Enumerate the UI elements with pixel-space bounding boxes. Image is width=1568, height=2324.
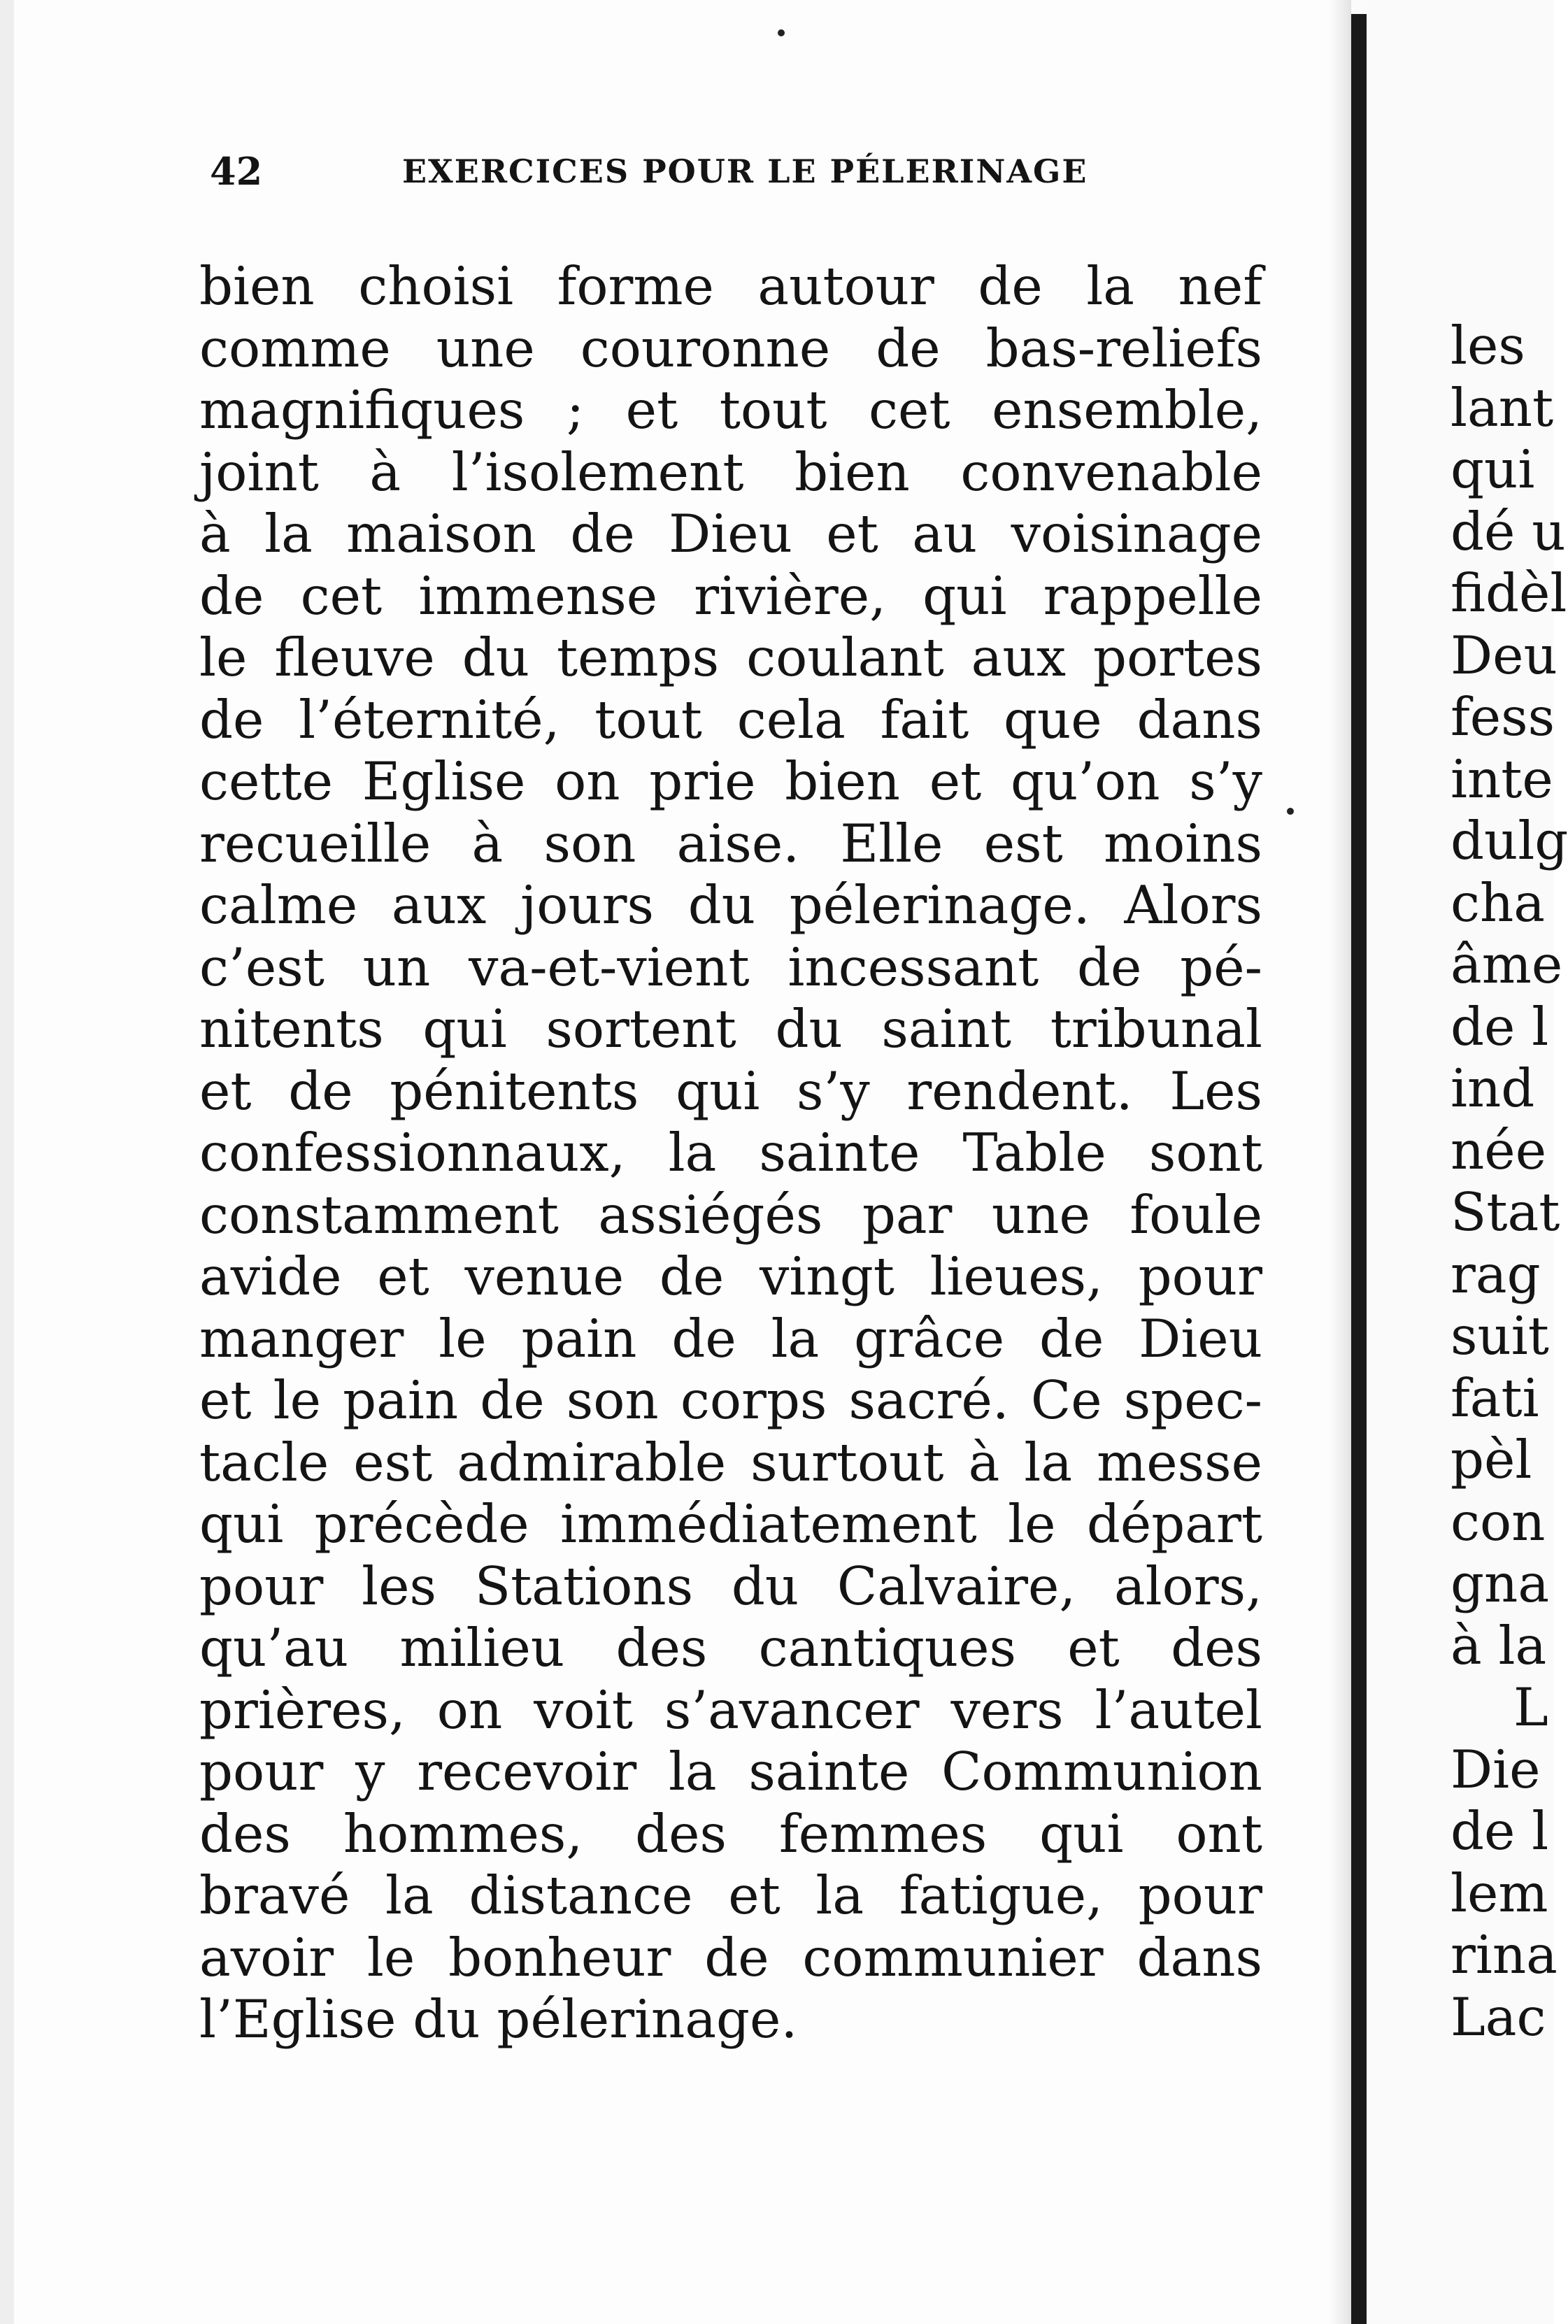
right-text-fragment: cha [1451, 871, 1546, 934]
right-text-fragment: fidèl [1451, 562, 1567, 624]
text-line: à la maison de Dieu et au voisinage [199, 503, 1262, 564]
text-line: qu’au milieu des cantiques et des [199, 1617, 1262, 1678]
text-line: prières, on voit s’avancer vers l’autel [199, 1678, 1262, 1741]
right-text-fragment: dé u [1451, 500, 1566, 562]
right-page-text-fragments [1451, 315, 1568, 2048]
right-text-fragment: fati [1451, 1367, 1539, 1429]
right-text-fragment: à la [1451, 1614, 1547, 1676]
text-line: joint à l’isolement bien convenable [199, 441, 1262, 503]
book-gutter [1351, 14, 1367, 2324]
text-line: et le pain de son corps sacré. Ce spec- [199, 1369, 1262, 1431]
gutter-shadow [1329, 0, 1351, 2324]
text-line: cette Eglise on prie bien et qu’on s’y [199, 750, 1262, 812]
text-line: et de pénitents qui s’y rendent. Les [199, 1060, 1262, 1122]
text-line: nitents qui sortent du saint tribunal [199, 998, 1262, 1060]
right-text-fragment: gna [1451, 1553, 1550, 1614]
right-text-fragment: L [1513, 1676, 1548, 1738]
text-line: confessionnaux, la sainte Table sont [199, 1122, 1262, 1183]
text-line: tacle est admirable surtout à la messe [199, 1431, 1262, 1493]
right-text-fragment: con [1451, 1490, 1546, 1553]
right-text-fragment: inte [1451, 748, 1553, 810]
text-line: bravé la distance et la fatigue, pour [199, 1865, 1262, 1926]
text-line: magnifiques ; et tout cet ensemble, [199, 379, 1262, 441]
right-text-fragment: Lac [1451, 1986, 1546, 2048]
right-text-fragment: de l [1451, 1800, 1549, 1862]
text-line: qui précède immédiatement le départ [199, 1493, 1262, 1555]
page-header [210, 143, 1189, 199]
text-line: le fleuve du temps coulant aux portes [199, 627, 1262, 688]
right-text-fragment: dulg [1451, 810, 1568, 871]
right-text-fragment: qui [1451, 439, 1535, 500]
text-line: de cet immense rivière, qui rappelle [199, 564, 1262, 627]
text-line: pour y recevoir la sainte Communion [199, 1741, 1262, 1802]
right-text-fragment: née [1451, 1119, 1547, 1181]
running-title: EXERCICES POUR LE PÉLERINAGE [402, 152, 1088, 190]
text-line: c’est un va-et-vient incessant de pé- [199, 936, 1262, 998]
text-line: de l’éternité, tout cela fait que dans [199, 688, 1262, 750]
text-line: constamment assiégés par une foule [199, 1183, 1262, 1246]
right-text-fragment: lant [1451, 376, 1554, 439]
page-number: 42 [210, 149, 263, 194]
right-text-fragment: les [1451, 315, 1525, 376]
right-text-fragment: ind [1451, 1057, 1535, 1119]
right-text-fragment: Die [1451, 1738, 1541, 1800]
text-line: l’Eglise du pélerinage. [199, 1988, 798, 2050]
right-text-fragment: fess [1451, 686, 1555, 748]
text-line: recueille à son aise. Elle est moins [199, 812, 1262, 874]
text-line: manger le pain de la grâce de Dieu [199, 1307, 1262, 1369]
text-line: bien choisi forme autour de la nef [199, 255, 1262, 317]
right-text-fragment: suit [1451, 1305, 1549, 1367]
page-edge-shadow [0, 0, 14, 2324]
text-line: avoir le bonheur de communier dans [199, 1926, 1262, 1988]
text-line: avide et venue de vingt lieues, pour [199, 1246, 1262, 1307]
right-text-fragment: de l [1451, 995, 1549, 1057]
right-text-fragment: rina [1451, 1924, 1558, 1986]
right-text-fragment: âme [1451, 934, 1563, 995]
text-line: comme une couronne de bas-reliefs [199, 317, 1262, 379]
text-line: calme aux jours du pélerinage. Alors [199, 874, 1262, 936]
stray-ink-dot [778, 29, 785, 36]
right-text-fragment: pèl [1451, 1429, 1532, 1490]
right-text-fragment: lem [1451, 1862, 1548, 1924]
text-line: pour les Stations du Calvaire, alors, [199, 1555, 1262, 1617]
right-text-fragment: Stat [1451, 1181, 1560, 1243]
right-text-fragment: Deu [1451, 624, 1558, 686]
body-text [199, 255, 1262, 2051]
stray-ink-dot [1287, 808, 1294, 815]
text-line: des hommes, des femmes qui ont [199, 1802, 1262, 1865]
right-text-fragment: rag [1451, 1243, 1541, 1305]
